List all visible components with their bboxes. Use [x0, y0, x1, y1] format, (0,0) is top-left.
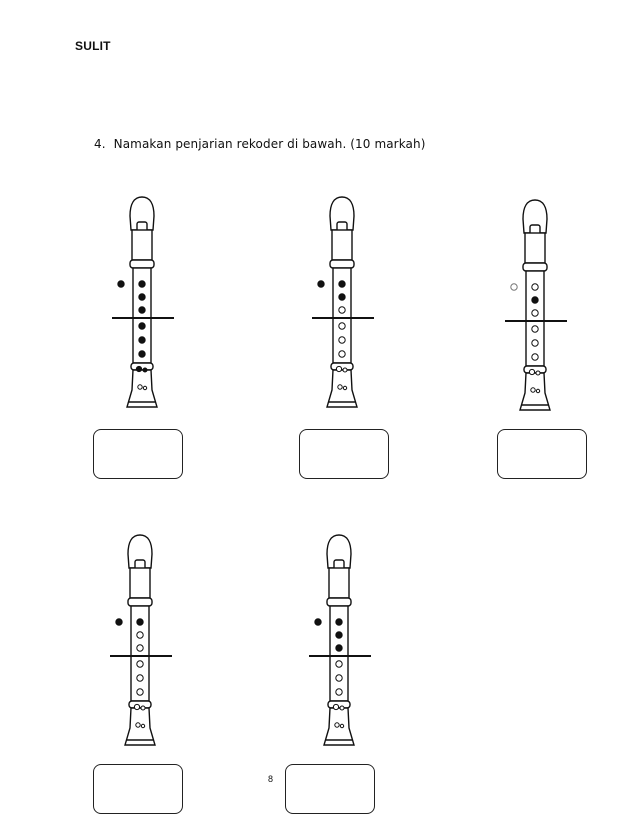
- answer-box-5[interactable]: [285, 764, 375, 814]
- double-hole: [136, 366, 141, 371]
- answer-box-1[interactable]: [93, 429, 183, 479]
- recorder-diagram-3: [490, 193, 580, 428]
- finger-hole: [339, 323, 345, 329]
- finger-hole: [137, 675, 143, 681]
- double-hole: [529, 369, 534, 374]
- recorder-ring: [130, 260, 154, 268]
- finger-hole: [532, 310, 538, 316]
- double-hole: [340, 706, 344, 710]
- finger-hole: [532, 340, 538, 346]
- recorder-body: [324, 535, 354, 745]
- thumb-hole: [118, 281, 124, 287]
- recorder-ring: [330, 260, 354, 268]
- finger-hole: [139, 323, 145, 329]
- recorder-4-svg: [95, 528, 185, 763]
- double-hole: [343, 368, 347, 372]
- finger-hole: [339, 294, 345, 300]
- foot-hole: [141, 724, 144, 727]
- recorder-5-svg: [294, 528, 384, 763]
- finger-hole: [339, 351, 345, 357]
- recorder-body: [327, 197, 357, 407]
- foot-hole: [536, 389, 539, 392]
- finger-hole: [336, 689, 342, 695]
- recorder-diagram-2: [297, 190, 387, 425]
- finger-hole: [336, 645, 342, 651]
- header-label: SULIT: [75, 39, 111, 53]
- recorder-body: [520, 200, 550, 410]
- recorder-ring: [327, 598, 351, 606]
- double-hole: [141, 706, 145, 710]
- thumb-hole: [315, 619, 321, 625]
- double-hole: [336, 366, 341, 371]
- page-number: 8: [268, 774, 274, 784]
- finger-hole: [137, 645, 143, 651]
- thumb-hole: [116, 619, 122, 625]
- foot-hole: [338, 385, 342, 389]
- double-hole: [333, 704, 338, 709]
- recorder-upper-joint: [525, 233, 545, 263]
- recorder-3-svg: [490, 193, 580, 428]
- finger-hole: [339, 281, 345, 287]
- recorder-diagram-4: [95, 528, 185, 763]
- foot-hole: [136, 723, 140, 727]
- finger-hole: [336, 632, 342, 638]
- recorder-diagram-1: [97, 190, 187, 425]
- thumb-hole: [318, 281, 324, 287]
- finger-hole: [532, 326, 538, 332]
- foot-hole: [335, 723, 339, 727]
- finger-hole: [532, 284, 538, 290]
- recorder-diagram-5: [294, 528, 384, 763]
- foot-hole: [531, 388, 535, 392]
- finger-hole: [137, 689, 143, 695]
- finger-hole: [137, 619, 143, 625]
- foot-hole: [343, 386, 346, 389]
- recorder-1-svg: [97, 190, 187, 425]
- double-hole: [536, 371, 540, 375]
- finger-hole: [339, 337, 345, 343]
- foot-hole: [138, 385, 142, 389]
- double-hole: [143, 368, 147, 372]
- recorder-2-svg: [297, 190, 387, 425]
- answer-box-2[interactable]: [299, 429, 389, 479]
- foot-hole: [340, 724, 343, 727]
- finger-hole: [139, 337, 145, 343]
- finger-hole: [336, 619, 342, 625]
- recorder-upper-joint: [132, 230, 152, 260]
- question-prompt: [94, 137, 426, 151]
- finger-hole: [339, 307, 345, 313]
- finger-hole: [139, 281, 145, 287]
- finger-hole: [139, 294, 145, 300]
- finger-hole: [532, 297, 538, 303]
- recorder-upper-joint: [332, 230, 352, 260]
- finger-hole: [137, 632, 143, 638]
- finger-hole: [137, 661, 143, 667]
- foot-hole: [143, 386, 146, 389]
- finger-hole: [139, 351, 145, 357]
- answer-box-3[interactable]: [497, 429, 587, 479]
- question-text: Namakan penjarian rekoder di bawah. (10 markah): [113, 137, 426, 151]
- recorder-body: [125, 535, 155, 745]
- finger-hole: [336, 661, 342, 667]
- finger-hole: [139, 307, 145, 313]
- recorder-upper-joint: [130, 568, 150, 598]
- recorder-ring: [128, 598, 152, 606]
- finger-hole: [532, 354, 538, 360]
- recorder-ring: [523, 263, 547, 271]
- question-number: 4.: [94, 137, 106, 151]
- finger-hole: [336, 675, 342, 681]
- recorder-upper-joint: [329, 568, 349, 598]
- thumb-hole: [511, 284, 517, 290]
- double-hole: [134, 704, 139, 709]
- answer-box-4[interactable]: [93, 764, 183, 814]
- recorder-body: [127, 197, 157, 407]
